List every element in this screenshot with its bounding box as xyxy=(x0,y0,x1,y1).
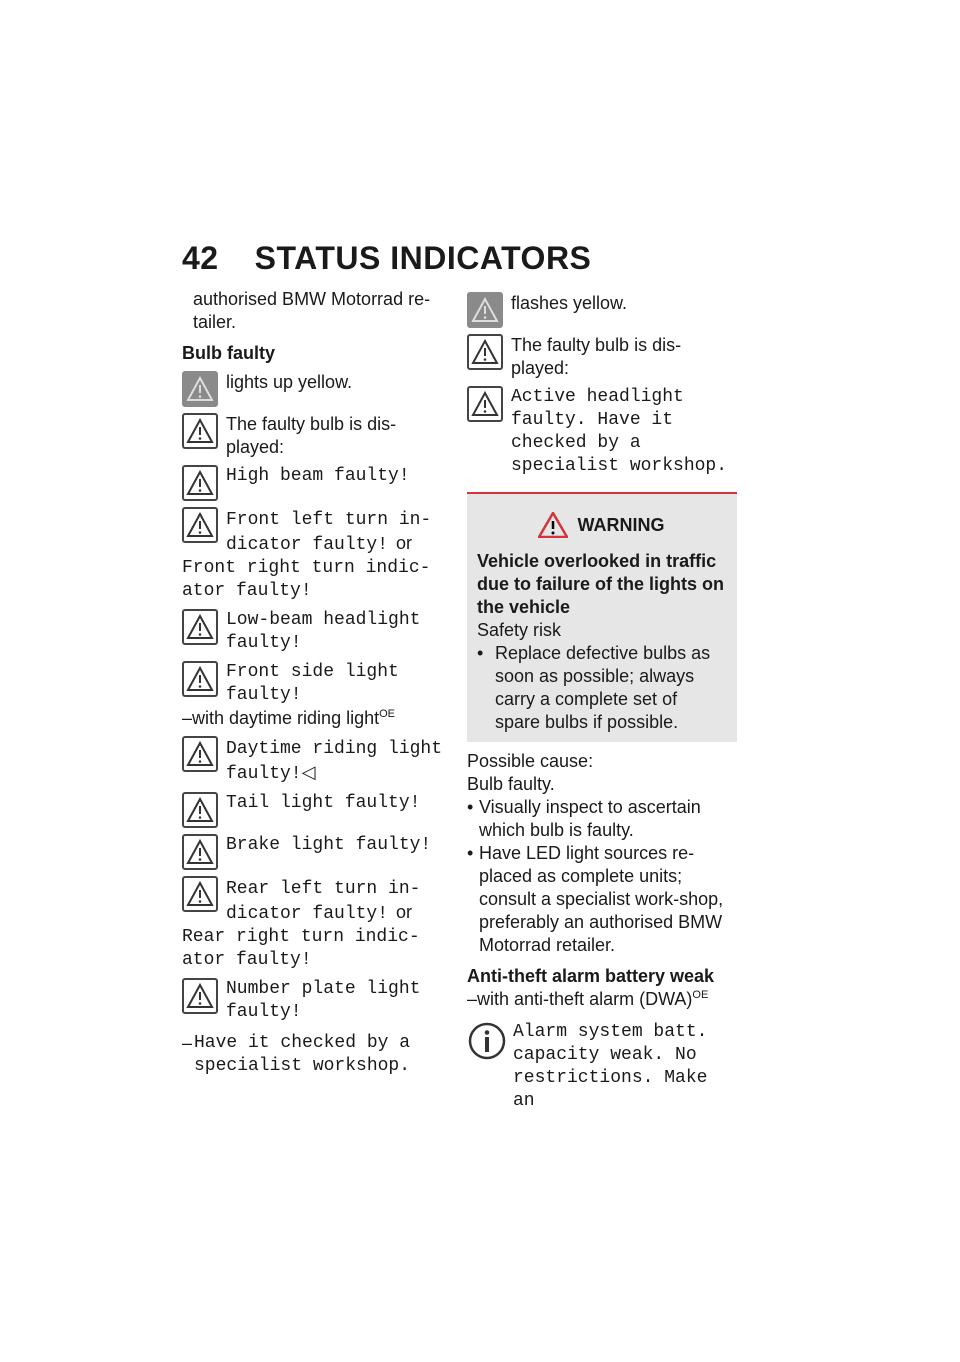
antitheft-condition-text: –with anti-theft alarm (DWA) xyxy=(467,989,693,1009)
right-column xyxy=(467,288,737,1113)
warning-triangle-icon xyxy=(467,386,503,422)
alarm-message: Alarm system batt. capacity weak. No restrictions. Make an xyxy=(513,1022,708,1111)
info-row-alarm xyxy=(467,1021,737,1113)
warning-triangle-icon xyxy=(467,292,503,328)
info-icon xyxy=(467,1021,507,1061)
warning-triangle-icon xyxy=(182,834,218,870)
bulb-displayed-text-right: The faulty bulb is dis-played: xyxy=(511,335,682,378)
high-beam-message: High beam faulty! xyxy=(226,466,410,486)
daytime-message: Daytime riding light faulty! xyxy=(226,739,443,784)
daytime-condition xyxy=(182,707,452,730)
warning-triangle-icon xyxy=(182,413,218,449)
warning-triangle-icon xyxy=(182,661,218,697)
check-instruction-text: Have it checked by a specialist workshop. xyxy=(194,1033,411,1076)
check-instruction xyxy=(182,1032,452,1078)
warning-row-rear-left-turn xyxy=(182,876,452,926)
warning-title-text: WARNING xyxy=(577,514,665,535)
active-headlight-message: Active headlight faulty. Have it checked by a specialist workshop. xyxy=(511,387,728,476)
bullet-item: • Visually inspect to ascertain which bulb is faulty. xyxy=(467,796,737,842)
warning-row-brake xyxy=(182,834,452,870)
warning-bullet: • Replace defective bulbs as soon as possible; always carry a complete set of spare bulbs if possible. xyxy=(477,642,725,734)
bullet-text: Visually inspect to ascertain which bulb is faulty. xyxy=(479,797,701,840)
warning-triangle-icon xyxy=(182,371,218,407)
warning-row-active-headlight xyxy=(467,386,737,478)
warning-row-flashes xyxy=(467,292,737,328)
daytime-condition-text: –with daytime riding light xyxy=(182,708,380,728)
page-title: STATUS INDICATORS xyxy=(254,240,592,276)
oe-badge: OE xyxy=(692,989,709,1001)
warning-row-number-plate xyxy=(182,978,452,1024)
end-mark-icon: ◁ xyxy=(301,762,316,782)
page-header xyxy=(182,240,591,277)
warning-row-lights-up xyxy=(182,371,452,407)
warning-row-daytime xyxy=(182,736,452,786)
lights-up-text: lights up yellow. xyxy=(226,372,353,392)
warning-row-front-left-turn xyxy=(182,507,452,557)
bulb-faulty-text: Bulb faulty. xyxy=(467,774,555,794)
dash-marker: – xyxy=(182,1033,193,1053)
left-column xyxy=(182,288,452,1078)
warning-row-high-beam xyxy=(182,465,452,501)
possible-cause-label: Possible cause: xyxy=(467,751,594,771)
warning-bullet-text: Replace defective bulbs as soon as possible; always carry a complete set of spare bulbs if possible. xyxy=(495,643,711,732)
warning-box xyxy=(467,492,737,742)
warning-triangle-icon xyxy=(182,736,218,772)
warning-triangle-icon xyxy=(182,465,218,501)
antitheft-heading: Anti-theft alarm battery weak xyxy=(467,966,715,986)
front-right-turn-message: Front right turn indic-ator faulty! xyxy=(182,558,431,601)
or-text: or xyxy=(396,902,413,922)
warning-triangle-icon xyxy=(182,978,218,1014)
warning-title xyxy=(477,512,725,538)
or-text: or xyxy=(396,533,413,553)
antitheft-condition xyxy=(467,988,737,1011)
low-beam-message: Low-beam headlight faulty! xyxy=(226,610,421,653)
warning-red-triangle-icon xyxy=(538,512,568,538)
front-side-message: Front side light faulty! xyxy=(226,662,399,705)
flashes-text: flashes yellow. xyxy=(511,293,628,313)
warning-triangle-icon xyxy=(182,876,218,912)
bullet-item: • Have LED light sources re-placed as complete units; consult a specialist work-shop, preferably an authorised BMW Motorrad retailer. xyxy=(467,842,737,957)
number-plate-message: Number plate light faulty! xyxy=(226,979,421,1022)
warning-heading: Vehicle overlooked in traffic due to failure of the lights on the vehicle xyxy=(477,551,724,617)
warning-triangle-icon xyxy=(182,507,218,543)
bulb-displayed-text: The faulty bulb is dis-played: xyxy=(226,414,397,457)
warning-triangle-icon xyxy=(182,792,218,828)
warning-triangle-icon xyxy=(467,334,503,370)
bullet-text: Have LED light sources re-placed as complete units; consult a specialist work-shop, preferably an authorised BMW Motorrad retailer. xyxy=(479,843,724,955)
warning-triangle-icon xyxy=(182,609,218,645)
warning-row-tail xyxy=(182,792,452,828)
brake-message: Brake light faulty! xyxy=(226,835,432,855)
warning-row-low-beam xyxy=(182,609,452,655)
front-left-turn-message: Front left turn in-dicator faulty! xyxy=(226,510,432,555)
bulb-faulty-heading: Bulb faulty xyxy=(182,343,275,363)
oe-badge: OE xyxy=(379,708,396,720)
tail-message: Tail light faulty! xyxy=(226,793,421,813)
warning-risk: Safety risk xyxy=(477,620,562,640)
continued-text: authorised BMW Motorrad re-tailer. xyxy=(193,289,431,332)
page-number: 42 xyxy=(182,240,219,276)
rear-left-turn-message: Rear left turn in-dicator faulty! xyxy=(226,879,421,924)
warning-row-front-side xyxy=(182,661,452,707)
warning-row-bulb-displayed xyxy=(182,413,452,459)
rear-right-turn-message: Rear right turn indic-ator faulty! xyxy=(182,927,420,970)
warning-row-bulb-displayed-right xyxy=(467,334,737,380)
